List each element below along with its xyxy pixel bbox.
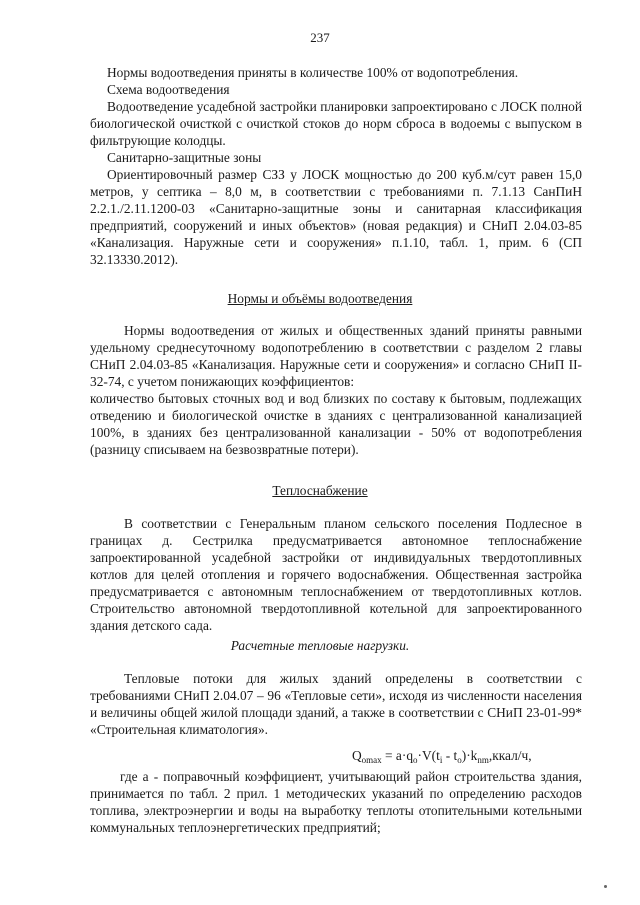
- drainage-volumes-heading: Нормы и объёмы водоотведения: [227, 291, 413, 306]
- section-drainage-volumes: [90, 322, 582, 458]
- heat-load-formula: $Q_{omax} = a\cdot q_o\cdot V(t_i$ - $t_o)\cdot k_{nm},ккал/ч$,: [352, 748, 532, 765]
- heat-flows-paragraph: Тепловые потоки для жилых зданий определены в соответствии с требованиями СНиП 2.04.07 – 96 «Тепловые сети», исходя из численности населения и величины общей жилой площади зданий, а также в соответствии с СНиП 23-01-99* «Строительная климатология».: [90, 671, 582, 737]
- drainage-scheme-paragraph: Водоотведение усадебной застройки планировки запроектировано с ЛОСК полной биологической очисткой с очисткой стоков до норм сброса в водоемы с выпуском в фильтрующие колодцы.: [90, 99, 582, 148]
- section-drainage-intro: [90, 64, 582, 268]
- drainage-norm-line: Нормы водоотведения приняты в количестве 100% от водопотребления.: [107, 65, 519, 80]
- wastewater-quantity-paragraph: количество бытовых сточных вод и вод близких по составу к бытовым, подлежащих отведению и биологической очистке в зданиях с централизованной канализацией 100%, в зданиях без централизованной канализации - 50% от водопотребления (разницу списываем на безвозвратные потери).: [90, 391, 582, 457]
- sanitary-zones-subheading: Санитарно-защитные зоны: [107, 150, 262, 165]
- section-formula-explanation: [90, 768, 582, 836]
- sanitary-zones-paragraph: Ориентировочный размер СЗЗ у ЛОСК мощностью до 200 куб.м/сут равен 15,0 метров, у септика – 8,0 м, в соответствии с требованиями п. 7.1.13 СанПиН 2.2.1./2.11.1200-03 «Санитарно-защитные зоны и санитарная классификация предприятий, сооружений и иных объектов» (новая редакция) и СНиП 2.04.03-85 «Канализация. Наружные сети и сооружения» п.1.10, табл. 1, прим. 6 (СП 32.13330.2012).: [90, 167, 582, 267]
- coefficient-explanation-paragraph: где а - поправочный коэффициент, учитывающий район строительства здания, принимается по табл. 2 прил. 1 методических указаний по определению расходов топлива, электроэнергии и воды на выработку теплоты отопительными котельными коммунальных теплоэнергетических предприятий;: [90, 769, 582, 835]
- heat-loads-subheading: Расчетные тепловые нагрузки.: [230, 638, 410, 653]
- section-heat-supply: [90, 515, 582, 634]
- heat-supply-heading: Теплоснабжение: [272, 483, 368, 498]
- drainage-scheme-subheading: Схема водоотведения: [107, 82, 230, 97]
- heat-supply-paragraph: В соответствии с Генеральным планом сельского поселения Подлесное в границах д. Сестрилка предусматривается автономное теплоснабжение запроектированной усадебной застройки от индивидуальных твердотопливных котлов для целей отопления и горячего водоснабжения. Общественная застройка предусматривается с автономным теплоснабжением от твердотопливных котлов. Строительство автономной твердотопливной котельной для запроектированного здания детского сада.: [90, 516, 582, 633]
- scan-dot: [604, 885, 607, 888]
- drainage-volumes-paragraph: Нормы водоотведения от жилых и общественных зданий приняты равными удельному среднесуточному водопотреблению в соответствии с разделом 2 главы СНиП 2.04.03-85 «Канализация. Наружные сети и сооружения» и согласно СНиП II-32-74, с учетом понижающих коэффициентов:: [90, 323, 582, 389]
- page-number: 237: [310, 30, 330, 45]
- section-heat-loads: [90, 670, 582, 738]
